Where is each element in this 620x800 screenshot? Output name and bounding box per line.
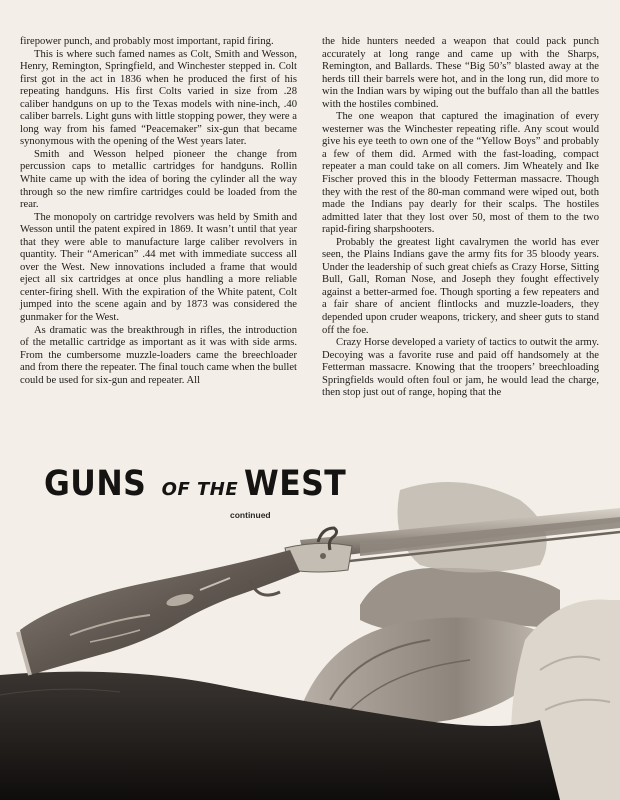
paragraph: The monopoly on cartridge revolvers was held by Smith and Wesson until the patent expired in 1869. It wasn’t until that year that they were able to manufacture large caliber revolvers in quantity. Their “American” .44 met with immediate success all over the West. New innovations included a frame that would eject all six cartridges at once plus handling a more reliable center-firing shell. With the expiration of the White patent, Colt jumped into the scene again and by 1873 was considered the gunmaker for the West. [20, 211, 297, 324]
paragraph: As dramatic was the breakthrough in rifles, the introduction of the metallic cartridge as important as it was with side arms. From the cumbersome muzzle-loaders came the breechloader and from there the repeater. The final touch came when the bullet could be used for six-gun and repeater. All [20, 324, 297, 386]
paragraph: Probably the greatest light cavalrymen the world has ever seen, the Plains Indians gave the army fits for 35 bloody years. Under the leadership of such great chiefs as Crazy Horse, Sitting Bull, Gall, Roman Nose, and Joseph they fought effectively against a better-armed foe. Though sporting a few repeaters and a fair share of ancient flintlocks and muzzle-loaders, they depended upon cruder weapons, trickery, and sheer guts to stand off the foe. [322, 236, 599, 336]
title-word-west: WEST [244, 464, 347, 504]
paragraph: This is where such famed names as Colt, Smith and Wesson, Henry, Remington, Springfield, and Winchester stepped in. Colt first got in the act in 1836 when he produced the first of his repeating handguns. His first Colts varied in size from .28 caliber handguns on up to the Texas models with nine-inch, .40 caliber barrels. Light guns with little stopping power, they were a long way from his famed “Peacemaker” six-gun that became synonymous with the opening of the West years later. [20, 48, 297, 148]
paragraph: The one weapon that captured the imagination of every westerner was the Winchester repeating rifle. Any scout would give his eye teeth to own one of the “Yellow Boys” and probably a few of them did. Armed with the fast-loading, compact repeater a man could take on all comers. Jim Wheately and Ike Fischer proved this in the bloody Fetterman massacre. Though they with the rest of the 80-man command were wiped out, both made the Indians pay dearly for their scalps. The hostiles admitted later that they lost over 50, most of them to the two rapid-firing sharpshooters. [322, 111, 599, 236]
continued-label: continued [230, 510, 271, 520]
paragraph: Smith and Wesson helped pioneer the change from percussion caps to metallic cartridges for handguns. Rollin White came up with the idea of boring the cylinder all the way through so the new rimfire cartridges could be loaded from the rear. [20, 148, 297, 211]
right-text-column [322, 36, 599, 400]
article-title [44, 464, 358, 504]
title-word-guns: GUNS [44, 464, 147, 504]
paragraph: Crazy Horse developed a variety of tactics to outwit the army. Decoying was a favorite ruse and paid off handsomely at the Fetterman massacre. Knowing that the troopers’ breechloading Springfields would often foul or jam, he would lead the charge, then stop just out of range, hoping that the [322, 337, 599, 399]
title-word-of-the: OF THE [161, 479, 239, 500]
paragraph: the hide hunters needed a weapon that could pack punch accurately at long range and came up with the Sharps, Remington, and Ballards. These “Big 50’s” blasted away at the herds till their barrels were hot, and in the long run, did more to win the Indian wars by wiping out the buffalo than all the battles with the hostiles combined. [322, 36, 599, 110]
rifle-photograph [0, 470, 620, 800]
left-text-column [20, 36, 297, 387]
paragraph: firepower punch, and probably most important, rapid firing. [20, 36, 274, 47]
